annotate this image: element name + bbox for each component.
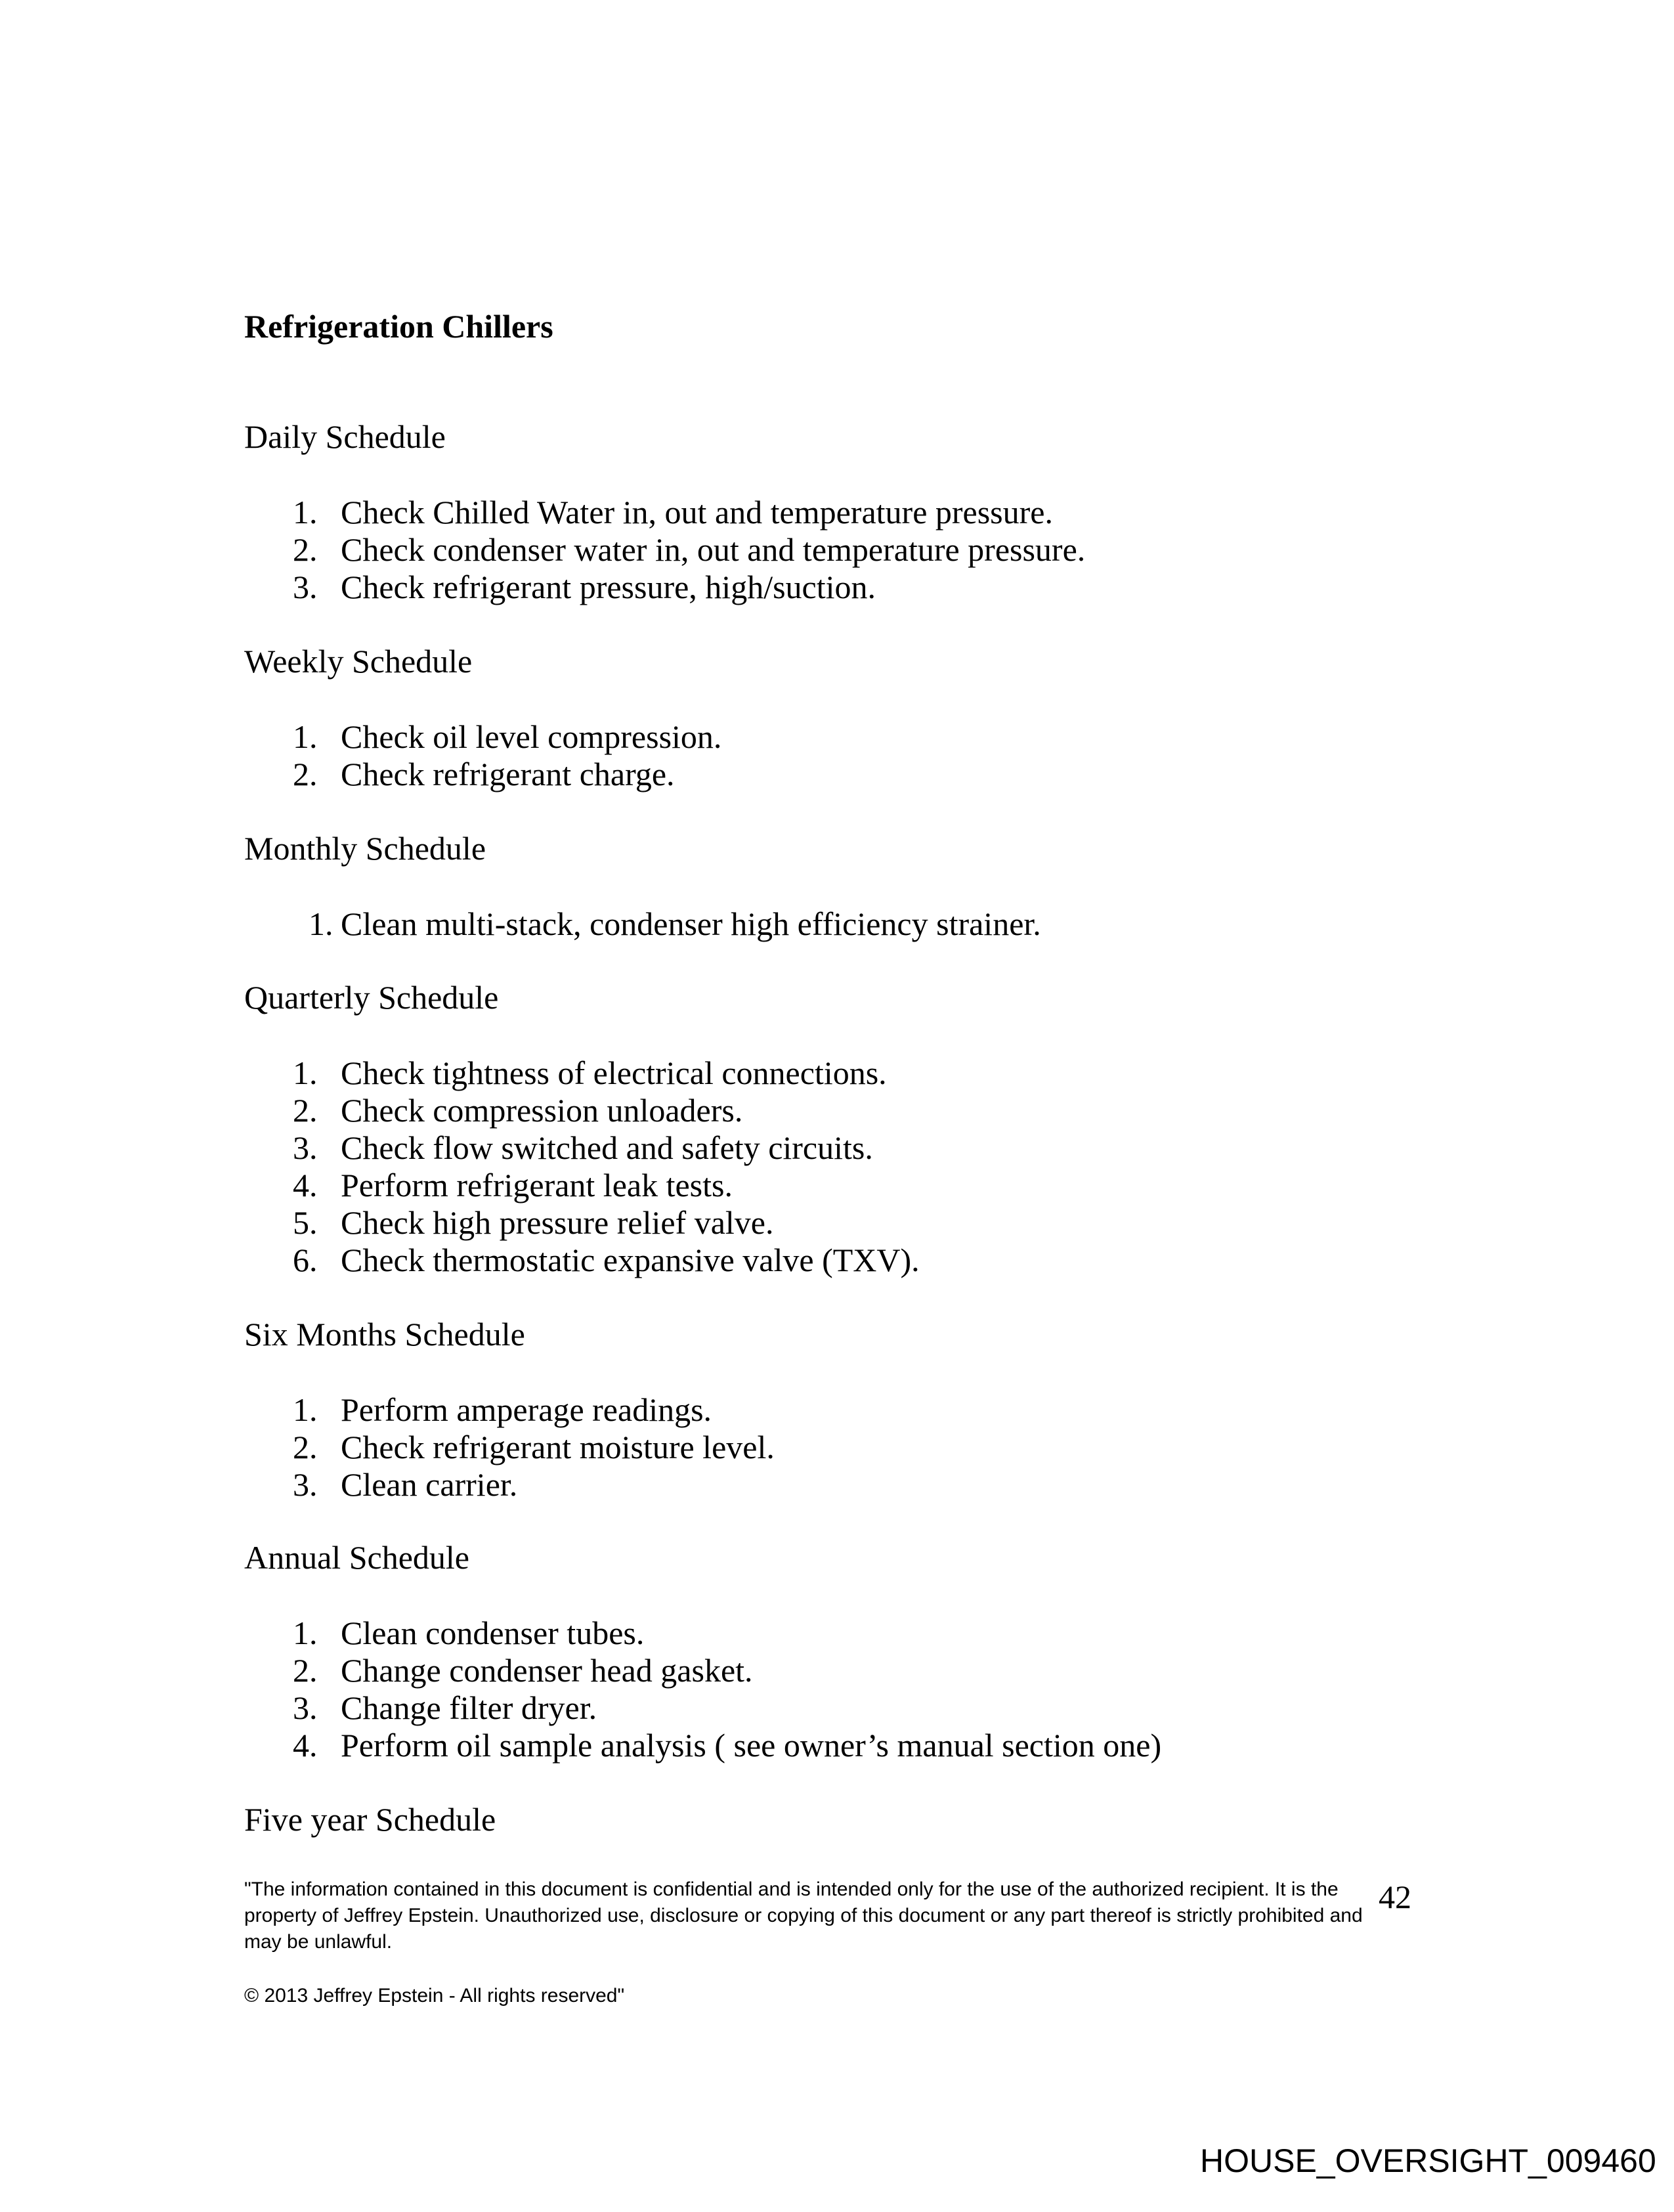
section-quarterly-schedule <box>244 979 1492 1279</box>
list-item <box>244 531 1492 569</box>
list-item <box>244 718 1492 756</box>
item-number: 2. <box>293 1429 318 1465</box>
item-text: Change condenser head gasket. <box>341 1652 753 1689</box>
page-number: 42 <box>1379 1878 1411 1915</box>
list-item <box>244 756 1492 793</box>
item-text: Change filter dryer. <box>341 1689 597 1726</box>
list-item <box>244 1429 1492 1466</box>
item-number: 6. <box>293 1242 318 1278</box>
item-number: 1. <box>293 1615 318 1651</box>
section-five-year-schedule <box>244 1801 1492 1838</box>
section-heading: Annual Schedule <box>244 1539 469 1576</box>
list-item <box>244 1242 1492 1279</box>
list-item <box>244 1652 1492 1689</box>
section-weekly-schedule <box>244 643 1492 793</box>
list-item <box>244 1727 1492 1764</box>
list-item <box>244 905 1492 943</box>
bates-stamp: HOUSE_OVERSIGHT_009460 <box>1200 2142 1656 2179</box>
item-number: 4. <box>293 1167 318 1204</box>
section-daily-schedule <box>244 418 1492 606</box>
list-item <box>244 1689 1492 1727</box>
task-list <box>244 1615 1492 1764</box>
item-number: 1. <box>293 494 318 531</box>
confidentiality-footer <box>244 1876 1400 2009</box>
list-item <box>244 1054 1492 1092</box>
item-number: 4. <box>293 1727 318 1764</box>
item-text: Check compression unloaders. <box>341 1092 743 1129</box>
item-text: Check flow switched and safety circuits. <box>341 1129 873 1166</box>
item-text: Check oil level compression. <box>341 718 722 755</box>
section-heading: Six Months Schedule <box>244 1316 525 1353</box>
list-item <box>244 1466 1492 1504</box>
task-list <box>244 494 1492 606</box>
document-title: Refrigeration Chillers <box>244 308 553 345</box>
list-item <box>244 494 1492 531</box>
item-text: Check Chilled Water in, out and temperature pressure. <box>341 494 1053 531</box>
task-list <box>244 905 1492 943</box>
list-item <box>244 1204 1492 1242</box>
section-heading: Quarterly Schedule <box>244 979 499 1016</box>
item-number: 1. <box>293 1054 318 1091</box>
item-text: Check thermostatic expansive valve (TXV). <box>341 1242 920 1278</box>
item-text: Check refrigerant moisture level. <box>341 1429 775 1465</box>
list-item <box>244 1615 1492 1652</box>
item-text: Perform oil sample analysis ( see owner’s manual section one) <box>341 1727 1162 1764</box>
item-text: Check high pressure relief valve. <box>341 1204 774 1241</box>
section-heading: Five year Schedule <box>244 1801 496 1838</box>
task-list <box>244 718 1492 793</box>
item-number: 2. <box>293 1652 318 1689</box>
item-text: Clean multi-stack, condenser high efficiency strainer. <box>341 905 1041 942</box>
item-text: Clean condenser tubes. <box>341 1615 645 1651</box>
item-number: 2. <box>293 756 318 792</box>
item-number: 1. <box>293 1391 318 1428</box>
section-annual-schedule <box>244 1539 1492 1764</box>
list-item <box>244 1092 1492 1129</box>
item-text: Check refrigerant charge. <box>341 756 675 792</box>
list-item <box>244 1129 1492 1167</box>
item-number: 3. <box>293 1129 318 1166</box>
item-text: Check condenser water in, out and temperature pressure. <box>341 531 1086 568</box>
section-heading: Monthly Schedule <box>244 830 486 867</box>
item-number: 2. <box>293 531 318 568</box>
section-heading: Weekly Schedule <box>244 643 473 680</box>
item-number: 1. <box>309 905 333 942</box>
section-monthly-schedule <box>244 830 1492 943</box>
task-list <box>244 1054 1492 1279</box>
list-item <box>244 569 1492 606</box>
copyright-notice: © 2013 Jeffrey Epstein - All rights reserved" <box>244 1985 625 2006</box>
section-six-months-schedule <box>244 1316 1492 1504</box>
confidentiality-notice: "The information contained in this document is confidential and is intended only for the use of the authorized recipient. It is the property of Jeffrey Epstein. Unauthorized use, disclosure or copying of this document or any part thereof is strictly prohibited and may be unlawful. <box>244 1878 1363 1953</box>
item-text: Check tightness of electrical connections. <box>341 1054 887 1091</box>
item-text: Check refrigerant pressure, high/suction. <box>341 569 876 605</box>
list-item <box>244 1391 1492 1429</box>
task-list <box>244 1391 1492 1504</box>
item-number: 3. <box>293 1466 318 1503</box>
section-heading: Daily Schedule <box>244 418 446 455</box>
item-number: 1. <box>293 718 318 755</box>
item-number: 3. <box>293 569 318 605</box>
item-number: 5. <box>293 1204 318 1241</box>
item-number: 3. <box>293 1689 318 1726</box>
item-number: 2. <box>293 1092 318 1129</box>
item-text: Clean carrier. <box>341 1466 518 1503</box>
item-text: Perform amperage readings. <box>341 1391 712 1428</box>
list-item <box>244 1167 1492 1204</box>
item-text: Perform refrigerant leak tests. <box>341 1167 733 1204</box>
